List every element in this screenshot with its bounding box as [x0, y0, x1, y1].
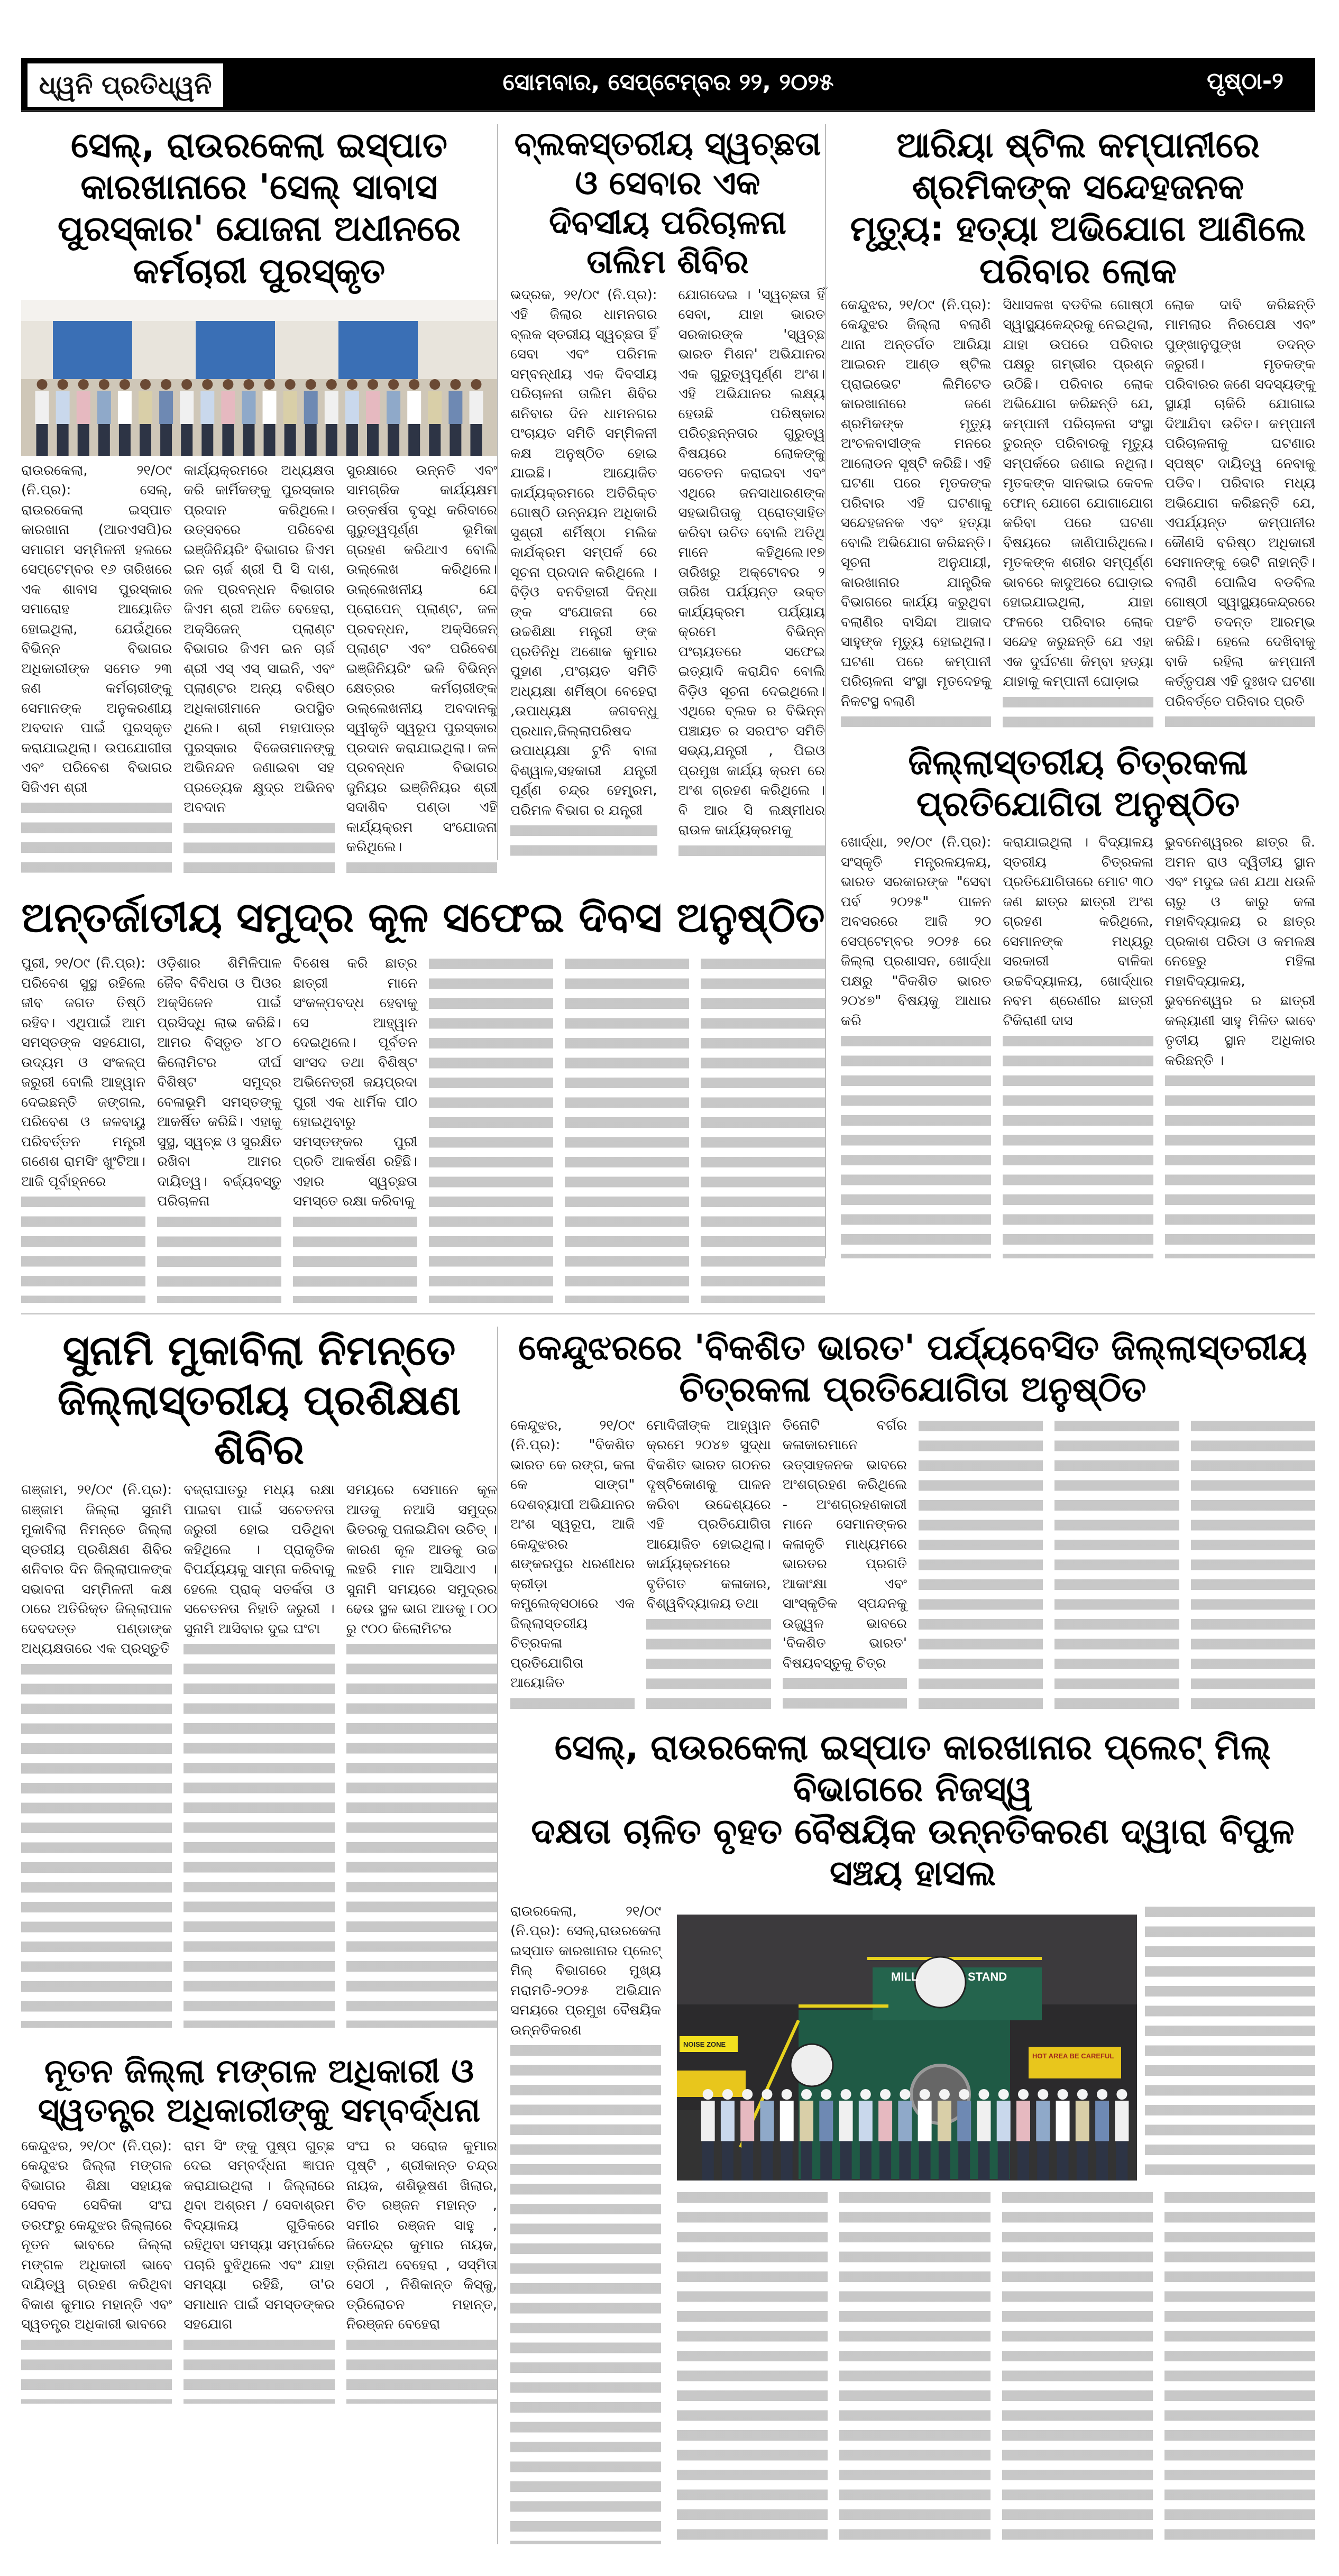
person-figure: [200, 391, 214, 424]
headline-line: ଆରିୟା ଷ୍ଟିଲ କମ୍ପାନୀରେ ଶ୍ରମିକଙ୍କ ସନ୍ଦେହଜନକ: [896, 125, 1260, 208]
headline-line: ଜିଲ୍ଲାସ୍ତରୀୟ ଚିତ୍ରକଳା ପ୍ରତିଯୋଗିତା ଅନୁଷ୍ଠିତ: [908, 741, 1248, 824]
person-figure: [221, 391, 235, 424]
text-lines: [701, 954, 825, 1303]
text-column: [1165, 296, 1315, 732]
headline-line: କେନ୍ଦୁଝରରେ 'ବିକଶିତ ଭାରତ' ପର୍ଯ୍ୟବେସିତ ଜିଲ୍ଲାସ୍ତରୀୟ ଚିତ୍ରକଳା ପ୍ରତିଯୋଗିତା ଅନୁଷ୍ଠିତ: [518, 1327, 1307, 1410]
text-column: [678, 286, 826, 861]
page-number: ପୃଷ୍ଠା-୨: [1207, 68, 1283, 95]
article-text: ଭୁବନେଶ୍ୱରର ଛାତ୍ର ଜି. ଅମନ ରାଓ ଦ୍ୱିତୀୟ ସ୍ଥାନ ଏବଂ ମଦୁଇ ଜଣ ଯଥା ଧଉଳି ଚାରୁ ଓ କାରୁ କଳା ମହାବିଦ୍ୟାଳୟ ର ଛାତ୍ର ପ୍ରକାଶ ପରିଡା ଓ କମଳକ୍ଷ ନେହେରୁ ମହିଳା ମହାବିଦ୍ୟାଳୟ, ଭୁବନେଶ୍ୱର ର ଛାତ୍ରୀ କଲ୍ୟାଣୀ ସାହୁ ମିଳିତ ଭାବେ ତୃତୀୟ ସ୍ଥାନ ଅଧିକାର କରିଛନ୍ତି ।: [1164, 834, 1315, 1069]
text-lines: [646, 1614, 771, 1714]
sign-hot-area: HOT AREA BE CAREFUL: [1032, 2051, 1114, 2060]
article-body-new-officer: [21, 2137, 497, 2404]
text-column: [429, 954, 553, 1303]
person-figure: [977, 2101, 991, 2141]
person-figure: [1095, 2101, 1109, 2141]
article-right-column-plate-mill: [1145, 1902, 1315, 2182]
plate-mill-right-area: [677, 1902, 1315, 2544]
person-figure: [448, 391, 462, 424]
text-column: [346, 2137, 497, 2404]
headline-tsunami: [21, 1327, 497, 1475]
person-figure: [77, 391, 90, 424]
person-figure: [997, 2101, 1011, 2141]
article-text: ରାମ ସିଂ ଙ୍କୁ ପୁଷ୍ପ ଗୁଚ୍ଛ ଦେଇ ସମ୍ବର୍ଦ୍ଧନା ଜ୍ଞାପନ କରାଯାଇଥିଲା । ଜିଲ୍ଲାରେ ଥିବା ଅଶ୍ରମ / ସେବାଶ୍ରମ ବିଦ୍ୟାଳୟ ଗୁଡିକରେ ରହିଥିବା ସମସ୍ୟା ସମ୍ପର୍କରେ ପଚାରି ବୁଝିଥିଲେ ଏବଂ ଯାହା ସମସ୍ୟା ରହିଛି, ତା'ର ସମାଧାନ ପାଇଁ ସମସ୍ତଙ୍କର ସହଯୋଗ: [184, 2138, 335, 2333]
person-figure: [469, 391, 483, 424]
person-figure: [407, 391, 421, 424]
article-samudra-kula: [21, 877, 825, 1303]
article-text: କରାଯାଇଥିଲା । ବିଦ୍ୟାଳୟ ସ୍ତରୀୟ ଚିତ୍ରକଳା ପ୍ରତିଯୋଗିତାରେ ମୋଟ ୩୦ ଜଣ ଛାତ୍ର ଛାତ୍ରୀ ଅଂଶ ଗ୍ରହଣ କରିଥିଲେ, ସେମାନଙ୍କ ମଧ୍ୟରୁ ସରକାରୀ ବାଳିକା ଉଚ୍ଚବିଦ୍ୟାଳୟ, ଖୋର୍ଦ୍ଧାର ନବମ ଶ୍ରେଣୀର ଛାତ୍ରୀ ଟିକିରାଣୀ ଦାସ: [1003, 834, 1153, 1029]
upper-right-area: [825, 124, 1315, 1258]
person-figure: [780, 2101, 794, 2141]
article-text: ସଂଘ ର ସରୋଜ କୁମାର ପୃଷ୍ଟି , ଶ୍ରୀକାନ୍ତ ଚନ୍ଦ୍ର ନାୟକ, ଶଶିଭୂଷଣ ଖିଲାର, ଚିତ ରଞ୍ଜନ ମହାନ୍ତ , ସମୀର ରଞ୍ଜନ ସାହୁ , ଜିତେନ୍ଦ୍ର କୁମାର ନାୟକ, ତ୍ରିନାଥ ବେହେରା , ସସ୍ମିତା ସେଠୀ , ନିଶିକାନ୍ତ କିସ୍କୁ, ତ୍ରିଲୋଚନ ମହାନ୍ତ, ନିରଞ୍ଜନ ବେହେରା: [346, 2138, 497, 2333]
person-figure: [859, 2101, 873, 2141]
text-lines: [346, 858, 497, 878]
person-figure: [242, 391, 255, 424]
text-lines: [1054, 1416, 1179, 1714]
person-figure: [159, 391, 173, 424]
text-lines: [510, 1694, 635, 1714]
text-lines: [429, 954, 553, 1303]
article-text: ବଜ୍ରାଘାତରୁ ମଧ୍ୟ ରକ୍ଷା ପାଇବା ପାଇଁ ସଚେତନତା ଜରୁରୀ ହୋଇ ପଡିଥିବା କହିଥିଲେ । ପ୍ରାକୃତିକ ବିପର୍ଯ୍ୟୟକୁ ସାମ୍ନା କରିବାକୁ ହେଲେ ପ୍ରାକ୍ ସତର୍କତା ଓ ସଚେତନତା ନିହାତି ଜରୁରୀ । ସୁନାମି ଆସିବାର ଦୁଇ ଘଂଟା: [184, 1482, 335, 1637]
person-figure: [819, 2101, 833, 2141]
group-photo-image: [21, 300, 497, 456]
text-lines: [1002, 2187, 1153, 2544]
article-lower-columns-plate-mill: [677, 2187, 1315, 2544]
text-lines: [346, 1639, 497, 2028]
article-body-block-swachhata: [510, 286, 825, 861]
article-text: ସମୟରେ ସେମାନେ କୂଳ ଆଡକୁ ନଆସି ସମୁଦ୍ର ଭିତରକୁ ପଳାଇଯିବା ଉଚିତ୍ । କାରଣ କୂଳ ଆଡକୁ ଉଚ୍ଚ ଲହରି ମାନ ଆସିଥାଏ । ସୁନାମି ସମୟରେ ସମୁଦ୍ରର ଢେଉ ସ୍ଥଳ ଭାଗ ଆଡକୁ ୮୦୦ ରୁ ୯୦୦ କିଲୋମିଟର: [346, 1482, 497, 1637]
sign-mill: MILL: [891, 1970, 919, 1983]
sign-noise-zone: NOISE ZONE: [683, 2040, 726, 2048]
text-lines: [1191, 1416, 1315, 1714]
text-column: [157, 954, 281, 1303]
person-figure: [1115, 2101, 1129, 2141]
person-figure: [345, 391, 359, 424]
article-text: ସିଧାସଳଖ ବଡବିଲ ଗୋଷ୍ଠୀ ସ୍ୱାସ୍ଥ୍ୟକେନ୍ଦ୍ରକୁ ନେଇଥିଲା, ଯାହା ଉପରେ ପରିବାର ପକ୍ଷରୁ ଗମ୍ଭୀର ପ୍ରଶ୍ନ ଉଠିଛି। ପରିବାର ଲୋକ ଅଭିଯୋଗ କରିଛନ୍ତି ଯେ, କମ୍ପାନୀ ପରିଚାଳନା ସଂସ୍ଥା ତୁରନ୍ତ ପରିବାରକୁ ମୃତ୍ୟୁ ସମ୍ପର୍କରେ ଜଣାଇ ନଥିଲା। ମୃତକଙ୍କ ସାନଭାଇ କେବଳ ଫୋନ୍ ଯୋଗେ ଯୋଗାଯୋଗ କରିବା ପରେ ଘଟଣା ବିଷୟରେ ଜାଣିପାରିଥିଲେ। ମୃତକଙ୍କ ଶରୀର ସମ୍ପୂର୍ଣ୍ଣ ଭାବରେ କାଦୁଅରେ ଘୋଡ଼ାଇ ହୋଇଯାଇଥିଲା, ଯାହା ଫଳରେ ପରିବାର ଲୋକ ସନ୍ଦେହ କରୁଛନ୍ତି ଯେ ଏହା ଏକ ଦୁର୍ଘଟଣା କିମ୍ବା ହତ୍ୟା ଯାହାକୁ କମ୍ପାନୀ ଘୋଡ଼ାଇ: [1003, 297, 1153, 690]
text-column: [1164, 2187, 1315, 2544]
lower-right-area: [497, 1327, 1315, 2544]
article-text: ରାଉରକେଲା, ୨୧/୦୯ (ନି.ପ୍ର): ସେଲ୍, ରାଉରକେଲା ଇସ୍ପାତ କାରଖାନା (ଆରଏସପି)ର ସମାଗମ ସମ୍ମିଳନୀ ହଲରେ ସେପ୍ଟେମ୍ବର ୧୬ ତାରିଖରେ ଏକ ଶାବାସ ପୁରସ୍କାର ସମାରୋହ ଆୟୋଜିତ ହୋଇଥିଲା, ଯେଉଁଥିରେ ବିଭିନ୍ନ ବିଭାଗର ଅଧିକାରୀଙ୍କ ସମେତ ୨୩ ଜଣ କର୍ମଚାରୀଙ୍କୁ ସେମାନଙ୍କ ଅନୁକରଣୀୟ ଅବଦାନ ପାଇଁ ପୁରସ୍କୃତ କରାଯାଇଥିଲା। ଉପଯୋଗୀତା ଏବଂ ପରିବେଶ ବିଭାଗର ସିଜିଏମ ଶ୍ରୀ: [21, 462, 172, 796]
text-lines: [510, 2040, 661, 2544]
text-column: [1165, 833, 1315, 1258]
article-text: ପୁରୀ, ୨୧/୦୯ (ନି.ପ୍ର): ପରିବେଶ ସୁସ୍ଥ ରହିଲେ ଜୀବ ଜଗତ ତିଷ୍ଠି ରହିବ। ଏଥିପାଇଁ ଆମ ସମସ୍ତଙ୍କ ସହଯୋଗ, ଉଦ୍ୟମ ଓ ସଂକଳ୍ପ ଜରୁରୀ ବୋଲି ଆହ୍ୱାନ ଦେଇଛନ୍ତି ଜଙ୍ଗଲ, ପରିବେଶ ଓ ଜଳବାୟୁ ପରିବର୍ତ୍ତନ ମନ୍ତ୍ରୀ ଗଣେଶ ରାମସିଂ ଖୁଂଟିଆ। ଆଜି ପୂର୍ବାହ୍ନରେ: [21, 955, 145, 1190]
text-lines: [1145, 1902, 1315, 2182]
headline-line: ଦିବସୀୟ ପରିଚାଳନା ତାଲିମ ଶିବିର: [548, 203, 786, 281]
person-figure: [387, 391, 400, 424]
photo-award-ceremony: [21, 300, 497, 456]
text-column: [701, 954, 825, 1303]
text-lines: [783, 1673, 907, 1713]
article-text: କେନ୍ଦୁଝର, ୨୧/୦୯ (ନି.ପ୍ର): "ବିକଶିତ ଭାରତ କେ ରଙ୍ଗ, କଳା କେ ସାଙ୍ଗ" ଦେଶବ୍ୟାପୀ ଅଭିଯାନର ଅଂଶ ସ୍ୱରୂପ, ଆଜି କେନ୍ଦୁଝରର ଶଙ୍କରପୁର ଧରଣୀଧର କ୍ରୀଡ଼ା କମ୍ପ୍ଲେକ୍ସଠାରେ ଏକ ଜିଲ୍ଲାସ୍ତରୀୟ ଚିତ୍ରକଳା ପ୍ରତିଯୋଗିତା ଆୟୋଜିତ: [510, 1417, 635, 1691]
person-figure: [180, 391, 194, 424]
headline-aria-steel: [841, 124, 1315, 292]
article-text: କେନ୍ଦୁଝର, ୨୧/୦୯ (ନି.ପ୍ର): କେନ୍ଦୁଝର ଜିଲ୍ଲା ମଙ୍ଗଳ ବିଭାଗର ଶିକ୍ଷା ସହାୟକ ସେବକ ସେବିକା ସଂଘ ତରଫରୁ କେନ୍ଦୁଝର ଜିଲ୍ଲାରେ ନୂତନ ଭାବରେ ଜିଲ୍ଲା ମଙ୍ଗଳ ଅଧିକାରୀ ଭାବେ ଦାୟିତ୍ୱ ଗ୍ରହଣ କରିଥିବା ବିକାଶ କୁମାର ମହାନ୍ତି ଏବଂ ସ୍ୱତନ୍ତ୍ର ଅଧିକାରୀ ଭାବରେ: [21, 2138, 172, 2333]
issue-date: ସୋମବାର, ସେପ୍ଟେମ୍ବର ୨୨, ୨୦୨୫: [502, 69, 834, 96]
article-body-khordha-chitrakala: [841, 833, 1315, 1258]
headline-line: ଜିଲ୍ଲାସ୍ତରୀୟ ପ୍ରଶିକ୍ଷଣ ଶିବିର: [57, 1376, 461, 1474]
text-column: [510, 1416, 635, 1714]
text-column: [839, 2187, 990, 2544]
text-column: [1145, 1902, 1315, 2182]
article-block-swachhata: [497, 124, 825, 860]
text-lines: [1003, 692, 1153, 732]
headline-block-swachhata: [510, 124, 825, 282]
article-text: ଯୋଗଦେଇ । 'ସ୍ୱଚ୍ଛତା ହିଁ ସେବା, ଯାହା ଭାରତ ସରକାରଙ୍କ 'ସ୍ୱଚ୍ଛ ଭାରତ ମିଶନ' ଅଭିଯାନର ଏକ ଗୁରୁତ୍ୱପୂର୍ଣ୍ଣ ଅଂଶ। ଏହି ଅଭିଯାନର ଲକ୍ଷ୍ୟ ହେଉଛି ପରିଷ୍କାର ପରିଚ୍ଛନ୍ନତାର ଗୁରୁତ୍ୱ ବିଷୟରେ ଲୋକଙ୍କୁ ସଚେତନ କରାଇବା ଏବଂ ଏଥିରେ ଜନସାଧାରଣଙ୍କ ସହଭାଗିତାକୁ ପ୍ରୋତ୍ସାହିତ କରିବା ଉଚିତ ବୋଲି ଅତିଥି ମାନେ କହିଥିଲେ।୧୭ ତାରିଖରୁ ଅକ୍ଟୋବର ୨ ତାରିଖ ପର୍ଯ୍ୟନ୍ତ ଉକ୍ତ କାର୍ଯ୍ୟକ୍ରମ ପର୍ଯ୍ୟାୟ କ୍ରମେ ବିଭିନ୍ନ ପଂଚାୟତରେ ସଫେଇ ଇତ୍ୟାଦି କରାଯିବ ବୋଲି ବିଡ଼ିଓ ସୂଚନା ଦେଇଥିଲେ। ଏଥିରେ ବ୍ଲକ ର ବିଭିନ୍ନ ପଞ୍ଚାୟତ ର ସରପଂଚ ସମିତି ସଭ୍ୟ,ଯନ୍ତ୍ରୀ , ପିଇଓ ପ୍ରମୁଖ କାର୍ଯ୍ୟ କ୍ରମ ରେ ଅଂଶ ଗ୍ରହଣ କରିଥିଲେ । ବି ଆର ସି ଲକ୍ଷ୍ମୀଧର ରାଉଳ କାର୍ଯ୍ୟକ୍ରମକୁ: [678, 287, 825, 839]
text-lines: [1003, 1031, 1153, 1258]
row-divider: [21, 1313, 1315, 1314]
person-figure: [428, 391, 442, 424]
text-lines: [1165, 1071, 1315, 1258]
text-column: [1191, 1416, 1315, 1714]
lower-section: [21, 1327, 1315, 2544]
text-column: [346, 461, 497, 878]
upper-section: [21, 124, 1315, 1303]
text-lines: [184, 1639, 334, 2028]
article-text: ଲୋକ ଦାବି କରିଛନ୍ତି ମାମଲାର ନିରପେକ୍ଷ ଏବଂ ପୁଙ୍ଖାନୁପୁଙ୍ଖ ତଦନ୍ତ ଜରୁରୀ। ମୃତକଙ୍କ ପରିବାରର ଜଣେ ସଦସ୍ୟଙ୍କୁ ସ୍ଥାୟୀ ଚାକିରି ଯୋଗାଇ ଦିଆଯିବା ଉଚିତ। କମ୍ପାନୀ ପରିଚାଳନାକୁ ଘଟଣାର ସ୍ପଷ୍ଟ ଦାୟିତ୍ୱ ନେବାକୁ ପଡିବ। ପରିବାର ମଧ୍ୟ ଅଭିଯୋଗ କରିଛନ୍ତି ଯେ, ଏପର୍ଯ୍ୟନ୍ତ କମ୍ପାନୀର କୌଣସି ବରିଷ୍ଠ ଅଧିକାରୀ ସେମାନଙ୍କୁ ଭେଟି ନାହାନ୍ତି। ବଲାଣି ପୋଲିସ ବଡବିଲ ଗୋଷ୍ଠୀ ସ୍ୱାସ୍ଥ୍ୟକେନ୍ଦ୍ରରେ ପହଂଚି ତଦନ୍ତ ଆରମ୍ଭ କରିଛି। ହେଲେ ଦେଖିବାକୁ ବାକି ରହିଲା କମ୍ପାନୀ କର୍ତ୍ତୃପକ୍ଷ ଏହି ଦୁଃଖଦ ଘଟଣା ପରିବର୍ତ୍ତେ ପରିବାର ପ୍ରତି: [1164, 297, 1315, 710]
headline-line: ମୃତ୍ୟୁ: ହତ୍ୟା ଅଭିଯୋଗ ଆଣିଲେ ପରିବାର ଲୋକ: [850, 208, 1306, 291]
text-column: [21, 461, 172, 878]
article-text: ଭଦ୍ରକ, ୨୧/୦୯ (ନି.ପ୍ର): ଏହି ଜିଲାର ଧାମନଗର ବ୍ଲକ ସ୍ତରୀୟ ସ୍ୱଚ୍ଛତା ହିଁ ସେବା ଏବଂ ପରିମଳ ସମ୍ବନ୍ଧୀୟ ଏକ ଦିବସୀୟ ପରିଚାଳନା ତାଲିମ ଶିବିର ଶନିବାର ଦିନ ଧାମନଗର ପଂଚାୟତ ସମିତି ସମ୍ମିଳନୀ କକ୍ଷ ଅନୁଷ୍ଠିତ ହୋଇ ଯାଇଛି। ଆୟୋଜିତ କାର୍ଯ୍ୟକ୍ରମରେ ଅତିରିକ୍ତ ଗୋଷ୍ଠି ଉନ୍ନୟନ ଅଧିକାରି ସୁଶ୍ରୀ ଶର୍ମିଷ୍ଠା ମଲିକ କାର୍ଯକ୍ରମ ସମ୍ପର୍କ ରେ ସୂଚନା ପ୍ରଦାନ କରିଥିଲେ । ବିଡ଼ିଓ ବନବିହାରୀ ଦିନ୍ଧା ଙ୍କ ସଂଯୋଜନା ରେ ଉଚ୍ଚଶିକ୍ଷା ମନ୍ତ୍ରୀ ଙ୍କ ପ୍ରତିନିଧି ଅଶୋକ କୁମାର ପୁହାଣ ,ପଂଚାୟତ ସମିତି ଅଧ୍ୟକ୍ଷା ଶର୍ମିଷ୍ଠା ବେହେରା ,ଉପାଧ୍ୟକ୍ଷ ଜଗବନ୍ଧୁ ପ୍ରଧାନ,ଜିଲ୍ଲାପରିଷଦ ଉପାଧ୍ୟକ୍ଷା ଟୁନି ବାଳା ବିଶ୍ୱାଳ,ସହକାରୀ ଯନ୍ତ୍ରୀ ପୂର୍ଣ୍ଣ ଚନ୍ଦ୍ର ହେମ୍ବ୍ରମ, ପରିମଳ ବିଭାଗ ର ଯନ୍ତ୍ରୀ: [510, 287, 657, 818]
headline-line: ଦକ୍ଷତା ଚାଳିତ ବୃହତ ବୈଷୟିକ ଉନ୍ନତିକରଣ ଦ୍ୱାରା ବିପୁଳ ସଞ୍ଚୟ ହାସଲ: [531, 1810, 1295, 1893]
text-lines: [157, 1212, 281, 1303]
text-column: [646, 1416, 771, 1714]
headline-samudra-kula: [21, 888, 825, 949]
article-text: ଓଡ଼ିଶାର ଶିମିଳିପାଳ ଜୈବ ବିବିଧତା ଓ ପିଓର ଅକ୍ସିଜେନ ପାଇଁ ପ୍ରସିଦ୍ଧି ଲାଭ କରିଛି। ଆମର ବିସ୍ତୃତ ୪୮୦ କିଲୋମିଟର ଦୀର୍ଘ ବିଶିଷ୍ଟ ସମୁଦ୍ର ବେଳାଭୂମି ସମସ୍ତଙ୍କୁ ଆକର୍ଷିତ କରିଛି। ଏହାକୁ ସୁସ୍ଥ, ସ୍ୱଚ୍ଛ ଓ ସୁରକ୍ଷିତ ରଖିବା ଆମର ଦାୟିତ୍ୱ। ବର୍ଜ୍ୟବସ୍ତୁ ପରିଚାଳନା: [157, 955, 281, 1210]
article-body-sail-sabash: [21, 461, 497, 878]
text-lines: [678, 841, 826, 861]
text-column: [1003, 296, 1153, 732]
headline-line: ପୁରସ୍କାର' ଯୋଜନା ଅଧୀନରେ କର୍ମଚାରୀ ପୁରସ୍କୃତ: [57, 208, 461, 291]
article-lead-column-plate-mill: [510, 1902, 661, 2544]
article-text: ସୁରକ୍ଷାରେ ଉନ୍ନତି ଏବଂ ସାମଗ୍ରିକ କାର୍ଯ୍ୟକ୍ଷମ ଉତ୍କର୍ଷତା ବୃଦ୍ଧି କରିବାରେ ଗୁରୁତ୍ୱପୂର୍ଣ୍ଣ ଭୂମିକା ଗ୍ରହଣ କରିଥାଏ ବୋଲି ଉଲ୍ଲେଖ କରିଥିଲେ। ଉଲ୍ଲେଖନୀୟ ଯେ ପ୍ରୋପେନ୍ ପ୍ଲାଣ୍ଟ, ଜଳ ପ୍ରବନ୍ଧନ, ଅକ୍ସିଜେନ୍ ପ୍ଲାଣ୍ଟ ଏବଂ ପରିବେଶ ଇଞ୍ଜିନିୟରିଂ ଭଳି ବିଭିନ୍ନ କ୍ଷେତ୍ରର କର୍ମଚାରୀଙ୍କ ଉଲ୍ଲେଖନୀୟ ଅବଦାନକୁ ସ୍ୱୀକୃତି ସ୍ୱରୂପ ପୁରସ୍କାର ପ୍ରଦାନ କରାଯାଇଥିଲା। ଜଳ ପ୍ରବନ୍ଧନ ବିଭାଗର ଜୁନିୟର ଇଞ୍ଜିନିୟର ଶ୍ରୀ ସଦାଶିବ ପଣ୍ଡା ଏହି କାର୍ଯ୍ୟକ୍ରମ ସଂଯୋଜନା କରିଥିଲେ।: [346, 462, 497, 855]
text-column: [1002, 2187, 1153, 2544]
text-column: [677, 2187, 828, 2544]
article-text: ରାଉରକେଲା, ୨୧/୦୯ (ନି.ପ୍ର): ସେଲ୍,ରାଉରକେଲା ଇସ୍ପାତ କାରଖାନାର ପ୍ଲେଟ୍ ମିଲ୍ ବିଭାଗରେ ମୁଖ୍ୟ ମରାମତି-୨୦୨୫ ଅଭିଯାନ ସମୟରେ ପ୍ରମୁଖ ବୈଷୟିକ ଉନ୍ନତିକରଣ: [510, 1903, 661, 2038]
person-figure: [760, 2101, 774, 2141]
headline-line: ସୁନାମି ମୁକାବିଲା ନିମନ୍ତେ: [62, 1327, 456, 1375]
article-body-keonjhar-chitrakala: [510, 1416, 1315, 1714]
person-figure: [325, 391, 338, 424]
headline-khordha-chitrakala: [841, 741, 1315, 825]
person-figure: [701, 2101, 715, 2141]
text-lines: [565, 954, 689, 1303]
person-figure: [139, 391, 152, 424]
person-figure: [1016, 2101, 1030, 2141]
article-text: ତିନୋଟି ବର୍ଗର କଳାକାରମାନେ ଉତ୍ସାହଜନକ ଭାବରେ ଅଂଶଗ୍ରହଣ କରିଥିଲେ - ଅଂଶଗ୍ରହଣକାରୀ ମାନେ ସେମାନଙ୍କର କଳାକୃତି ମାଧ୍ୟମରେ ଭାରତର ପ୍ରଗତି ଆକାଂକ୍ଷା ଏବଂ ସାଂସ୍କୃତିକ ସ୍ପନ୍ଦନକୁ ଉଜ୍ଜ୍ୱଳ ଭାବରେ 'ବିକଶିତ ଭାରତ' ବିଷୟବସ୍ତୁକୁ ଚିତ୍ର: [782, 1417, 907, 1671]
article-text: ଖୋର୍ଦ୍ଧା, ୨୧/୦୯ (ନି.ପ୍ର): ସଂସ୍କୃତି ମନ୍ତ୍ରଳୟଳୟ, ଭାରତ ସରକାରଙ୍କ "ସେବା ପର୍ବ ୨୦୨୫" ପାଳନ ଅବସରରେ ଆଜି ୨୦ ସେପ୍ଟେମ୍ବର ୨୦୨୫ ରେ ଜିଲ୍ଲା ପ୍ରଶାସନ, ଖୋର୍ଦ୍ଧା ପକ୍ଷରୁ "ବିକଶିତ ଭାରତ ୨୦୪୭" ବିଷୟକୁ ଆଧାର କରି: [841, 834, 992, 1029]
person-figure: [938, 2101, 951, 2141]
text-lines: [839, 2187, 990, 2544]
text-lines: [510, 821, 657, 860]
text-column: [510, 286, 657, 861]
person-figure: [898, 2101, 912, 2141]
person-figure: [957, 2101, 971, 2141]
person-figure: [366, 391, 380, 424]
article-text: ବିଶେଷ କରି ଛାତ୍ର ଛାତ୍ରୀ ମାନେ ସଂକଳ୍ପବଦ୍ଧ ହେବାକୁ ସେ ଆହ୍ୱାନ ଦେଇଥିଲେ। ପୂର୍ବତନ ସାଂସଦ ତଥା ବିଶିଷ୍ଟ ଅଭିନେତ୍ରୀ ଜୟପ୍ରଦା ପୁରୀ ଏକ ଧାର୍ମିକ ପୀଠ ହୋଇଥିବାରୁ ସମସ୍ତଙ୍କର ପୁରୀ ପ୍ରତି ଆକର୍ଷଣ ରହିଛି। ଏହାର ସ୍ୱଚ୍ଛତା ସମସ୍ତେ ରକ୍ଷା କରିବାକୁ: [293, 955, 417, 1210]
headline-plate-mill: [510, 1726, 1315, 1894]
person-figure: [800, 2101, 813, 2141]
text-lines: [21, 1659, 172, 2028]
person-figure: [263, 391, 277, 424]
masthead: [21, 58, 1315, 112]
text-column: [1003, 833, 1153, 1258]
article-plate-mill: [510, 1902, 1315, 2544]
headline-line: ନୂତନ ଜିଲ୍ଲା ମଙ୍ଗଳ ଅଧିକାରୀ ଓ ସ୍ୱତନ୍ତ୍ର ଅଧିକାରୀଙ୍କୁ ସମ୍ବର୍ଦ୍ଧନା: [38, 2051, 481, 2130]
text-column: [510, 1902, 661, 2544]
text-column: [565, 954, 689, 1303]
text-column: [919, 1416, 1043, 1714]
person-figure: [1056, 2101, 1070, 2141]
text-lines: [293, 1212, 417, 1303]
text-column: [21, 1480, 172, 2028]
text-lines: [21, 2335, 172, 2404]
text-lines: [919, 1416, 1043, 1714]
plate-mill-image: [677, 1915, 1137, 2181]
text-lines: [184, 818, 334, 878]
upper-left-row: [21, 124, 825, 877]
text-column: [1054, 1416, 1179, 1714]
person-figure: [839, 2101, 853, 2141]
person-figure: [721, 2101, 735, 2141]
article-text: ମୋଦିଜୀଙ୍କ ଆହ୍ୱାନ କ୍ରମେ ୨୦୪୭ ସୁଦ୍ଧା ବିକଶିତ ଭାରତ ଗଠନର ଦୃଷ୍ଟିକୋଣକୁ ପାଳନ କରିବା ଉଦ୍ଦେଶ୍ୟରେ ଏହି ପ୍ରତିଯୋଗିତା ଆୟୋଜିତ ହୋଇଥିଲା। କାର୍ଯ୍ୟକ୍ରମରେ ବୃତିଗତ କଳାକାର, ବିଶ୍ୱବିଦ୍ୟାଳୟ ତଥା: [646, 1417, 771, 1612]
text-lines: [21, 1192, 145, 1303]
text-column: [841, 296, 991, 732]
person-figure: [1036, 2101, 1050, 2141]
upper-left-area: [21, 124, 825, 1303]
text-lines: [346, 2335, 497, 2404]
person-figure: [1076, 2101, 1089, 2141]
plate-mill-photo-row: [677, 1902, 1315, 2182]
headline-sail-sabash: [21, 124, 497, 292]
text-column: [21, 954, 145, 1303]
person-figure: [878, 2101, 892, 2141]
person-figure: [283, 391, 297, 424]
article-body-tsunami: [21, 1480, 497, 2028]
headline-new-officer: [21, 2051, 497, 2130]
text-lines: [1164, 2187, 1315, 2544]
sign-stand: STAND: [968, 1970, 1007, 1983]
text-lines: [21, 798, 172, 877]
text-column: [184, 2137, 334, 2404]
text-column: [21, 2137, 172, 2404]
headline-keonjhar-chitrakala: [510, 1327, 1315, 1410]
article-sail-sabash: [21, 124, 497, 877]
person-figure: [304, 391, 318, 424]
person-figure: [118, 391, 132, 424]
text-lines: [841, 1031, 991, 1258]
article-text: ଗଞ୍ଜାମ, ୨୧/୦୯ (ନି.ପ୍ର): ଗଞ୍ଜାମ ଜିଲ୍ଲା ସୁନାମି ମୁକାବିଲା ନିମନ୍ତେ ଜିଲ୍ଲା ସ୍ତରୀୟ ପ୍ରଶିକ୍ଷଣ ଶିବିର ଶନିବାର ଦିନ ଜିଲ୍ଲାପାଳଙ୍କ ସଭାବନା ସମ୍ମିଳନୀ କକ୍ଷ ଠାରେ ଅତିରିକ୍ତ ଜିଲ୍ଲାପାଳ ଦେବଦତ୍ତ ପଣ୍ଡାଙ୍କ ଅଧ୍ୟକ୍ଷତାରେ ଏକ ପ୍ରସ୍ତୁତି: [21, 1482, 172, 1657]
person-figure: [35, 391, 49, 424]
article-text: କେନ୍ଦୁଝର, ୨୧/୦୯ (ନି.ପ୍ର): କେନ୍ଦୁଝର ଜିଲ୍ଲା ବଲାଣି ଥାନା ଅନ୍ତର୍ଗତ ଆରିୟା ଆଇରନ ଆଣ୍ଡ ଷ୍ଟିଲ ପ୍ରାଇଭେଟ ଲିମିଟେଡ କାରଖାନାରେ ଜଣେ ଶ୍ରମିକଙ୍କ ମୃତ୍ୟୁ ଅଂଚଳବାସୀଙ୍କ ମନରେ ଆଲୋଡନ ସୃଷ୍ଟି କରିଛି। ଏହି ଘଟଣା ପରେ ମୃତକଙ୍କ ପରିବାର ଏହି ଘଟଣାକୁ ସନ୍ଦେହଜନକ ଏବଂ ହତ୍ୟା ବୋଲି ଅଭିଯୋଗ କରିଛନ୍ତି। ସୂଚନା ଅନୁଯାୟୀ, କାରଖାନାର ଯାନ୍ତ୍ରିକ ବିଭାଗରେ କାର୍ଯ୍ୟ କରୁଥିବା ବଲାଣିର ବାସିନ୍ଦା ଆଜାଦ ସାହୁଙ୍କ ମୃତ୍ୟୁ ହୋଇଥିଲା। ଘଟଣା ପରେ କମ୍ପାନୀ ପରିଚାଳନା ସଂସ୍ଥା ମୃତଦେହକୁ ନିକଟସ୍ଥ ବଲାଣି: [841, 297, 992, 710]
text-column: [184, 461, 334, 878]
person-figure: [56, 391, 70, 424]
person-figure: [740, 2101, 754, 2141]
text-lines: [184, 2335, 334, 2404]
text-column: [841, 833, 991, 1258]
photo-plate-mill: [677, 1915, 1137, 2181]
headline-line: ଅନ୍ତର୍ଜାତୀୟ ସମୁଦ୍ର କୂଳ ସଫେଇ ଦିବସ ଅନୁଷ୍ଠିତ: [21, 894, 825, 942]
article-body-samudra-kula: [21, 954, 825, 1303]
text-column: [293, 954, 417, 1303]
headline-line: ସେଲ୍, ରାଉରକେଲା ଇସ୍ପାତ କାରଖାନାର ପ୍ଲେଟ୍ ମିଲ୍ ବିଭାଗରେ ନିଜସ୍ୱ: [554, 1727, 1271, 1810]
lower-left-area: [21, 1327, 497, 2404]
text-lines: [841, 712, 991, 732]
text-column: [783, 1416, 907, 1714]
text-lines: [677, 2187, 828, 2544]
person-figure: [918, 2101, 932, 2141]
headline-line: ସେଲ୍, ରାଉରକେଲା ଇସ୍ପାତ କାରଖାନାରେ 'ସେଲ୍ ସାବାସ: [71, 125, 447, 208]
person-figure: [97, 391, 111, 424]
text-lines: [1165, 712, 1315, 732]
article-text: କାର୍ଯ୍ୟକ୍ରମରେ ଅଧ୍ୟକ୍ଷତା କରି କାର୍ମିକଙ୍କୁ ପୁରସ୍କାର ପ୍ରଦାନ କରିଥିଲେ। ଉତ୍ସବରେ ପରିବେଶ ଇଞ୍ଜିନିୟରିଂ ବିଭାଗର ଜିଏମ ଇନ ଚାର୍ଜ ଶ୍ରୀ ପି ସି ଦାଶ, ଜଳ ପ୍ରବନ୍ଧନ ବିଭାଗର ଜିଏମ ଶ୍ରୀ ଅଜିତ ବେହେରା, ଅକ୍ସିଜେନ୍ ପ୍ଲାଣ୍ଟ ବିଭାଗର ଜିଏମ ଇନ ଚାର୍ଜ ଶ୍ରୀ ଏସ୍ ଏସ୍ ସାଇନି, ଏବଂ ପ୍ଲାଣ୍ଟର ଅନ୍ୟ ବରିଷ୍ଠ ଅଧିକାରୀମାନେ ଉପସ୍ଥିତ ଥିଲେ। ଶ୍ରୀ ମହାପାତ୍ର ପୁରସ୍କାର ବିଜେତାମାନଙ୍କୁ ଅଭିନନ୍ଦନ ଜଣାଇବା ସହ ପ୍ରତ୍ୟେକ କ୍ଷୁଦ୍ର ଅଭିନବ ଅବଦାନ: [184, 462, 335, 816]
text-column: [184, 1480, 334, 2028]
article-body-aria-steel: [841, 296, 1315, 732]
headline-line: ବ୍ଲକସ୍ତରୀୟ ସ୍ୱଚ୍ଛତା ଓ ସେବାର ଏକ: [514, 124, 821, 203]
text-column: [346, 1480, 497, 2028]
newspaper-logo: ଧ୍ୱନି ପ୍ରତିଧ୍ୱନି: [27, 63, 223, 107]
